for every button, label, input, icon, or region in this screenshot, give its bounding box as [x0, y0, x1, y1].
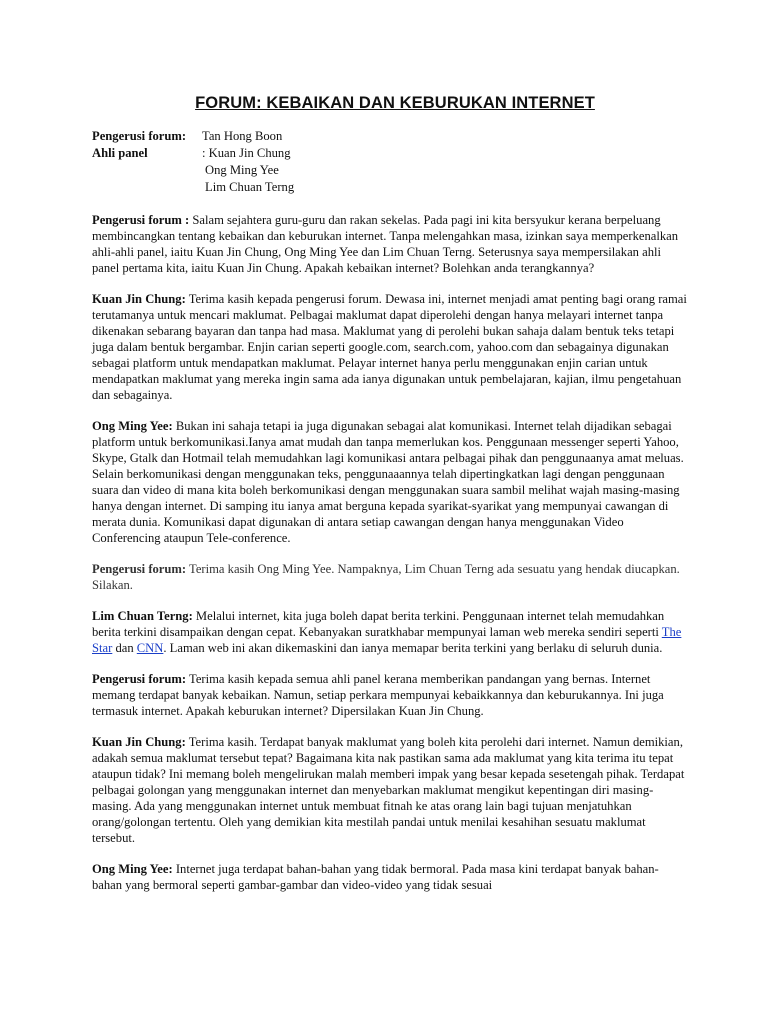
speaker-name: Ong Ming Yee: [92, 862, 173, 876]
paragraph [92, 608, 688, 656]
paragraph-text: Terima kasih kepada pengerusi forum. Dewasa ini, internet menjadi amat penting bagi orang ramai terutamanya untuk mencari maklumat. Pelbagai maklumat dapat diperolehi dengan hanya melayari internet tanpa dikenakan sebarang bayaran dan tanpa had masa. Maklumat yang di perolehi bukan sahaja dalam bentuk teks tetapi juga dalam bentuk bergambar. Enjin carian seperti google.com, search.com, yahoo.com dan sebagainya digunakan sebagai platform untuk mendapatkan maklumat. Pelayar internet hanya perlu menggunakan enjin carian untuk mendapatkan maklumat yang mereka ingin sama ada ianya digunakan untuk pembelajaran, kajian, ilmu pengetahuan dan sebagainya. [92, 292, 687, 402]
paragraph-text: Internet juga terdapat bahan-bahan yang tidak bermoral. Pada masa kini terdapat banyak bahan-bahan yang bermoral seperti gambar-gambar dan video-video yang tidak sesuai [92, 862, 659, 892]
paragraph [92, 291, 688, 403]
paragraph [92, 561, 688, 593]
chair-name: Tan Hong Boon [202, 129, 283, 143]
speaker-name: Lim Chuan Terng: [92, 609, 193, 623]
paragraph [92, 861, 688, 893]
paragraph [92, 734, 688, 846]
forum-info [92, 128, 688, 196]
paragraph-text: Terima kasih Ong Ming Yee. Nampaknya, Lim Chuan Terng ada sesuatu yang hendak diucapkan. Silakan. [92, 562, 680, 592]
the-star-link[interactable]: The Star [92, 625, 682, 655]
speaker-name: Kuan Jin Chung: [92, 292, 186, 306]
cnn-link[interactable]: CNN [136, 641, 164, 655]
panel-member: Lim Chuan Terng [205, 180, 295, 194]
paragraph [92, 212, 688, 276]
paragraph-text: . Laman web ini akan dikemaskini dan ianya memapar berita terkini yang berlaku di seluruh dunia. [163, 641, 663, 655]
panel-row [92, 162, 688, 179]
chair-label: Pengerusi forum: [92, 129, 187, 143]
paragraph-text: Terima kasih kepada semua ahli panel kerana memberikan pandangan yang bernas. Internet memang terdapat banyak kebaikan. Namun, setiap perkara mempunyai kebaikkannya dan keburukannya. Ini juga termasuk internet. Apakah keburukan internet? Dipersilakan Kuan Jin Chung. [92, 672, 664, 718]
panel-member: : Kuan Jin Chung [202, 146, 291, 160]
paragraph-text: Bukan ini sahaja tetapi ia juga digunakan sebagai alat komunikasi. Internet telah dijadikan sebagai platform untuk berkomunikasi.Ianya amat mudah dan tanpa memerlukan kos. Penggunaan messenger seperti Yahoo, Skype, Gtalk dan Hotmail telah memudahkan lagi komunikasi antara pelbagai pihak dan penggunaanya amat meluas. Selain berkomunikasi dengan menggunakan teks, penggunaaannya telah dipertingkatkan lagi dengan penggunaan suara dan video di mana kita boleh berkomunikasi dengan menggunakan suara sambil melihat wajah masing-masing hanya dengan internet. Di samping itu ianya amat berguna kepada syarikat-syarikat yang mempunyai cawangan di merata dunia. Komunikasi dapat digunakan di antara setiap cawangan dengan hanya menggunakan Video Conferencing ataupun Tele-conference. [92, 419, 684, 545]
panel-row [92, 179, 688, 196]
paragraph [92, 671, 688, 719]
speaker-name: Pengerusi forum: [92, 672, 187, 686]
speaker-name: Pengerusi forum: [92, 562, 187, 576]
panel-label: Ahli panel [92, 146, 148, 160]
panel-row [92, 145, 688, 162]
paragraph-text: dan [112, 641, 137, 655]
panel-member: Ong Ming Yee [205, 163, 279, 177]
speaker-name: Pengerusi forum : [92, 213, 190, 227]
speaker-name: Ong Ming Yee: [92, 419, 173, 433]
paragraph [92, 418, 688, 546]
chair-row [92, 128, 688, 145]
document-title: FORUM: KEBAIKAN DAN KEBURUKAN INTERNET [195, 94, 595, 112]
paragraph-text: Melalui internet, kita juga boleh dapat berita terkini. Penggunaan internet telah memudahkan berita terkini disampaikan dengan cepat. Kebanyakan suratkhabar mempunyai laman web mereka sendiri seperti [92, 609, 665, 639]
speaker-name: Kuan Jin Chung: [92, 735, 186, 749]
paragraph-text: Terima kasih. Terdapat banyak maklumat yang boleh kita perolehi dari internet. Namun demikian, adakah semua maklumat tersebut tepat? Bagaimana kita nak pastikan sama ada maklumat yang kita terima itu tepat ataupun tidak? Ini memang boleh mengelirukan malah memberi impak yang besar kepada sesetengah pihak. Terdapat pelbagai golongan yang menggunakan internet dan menyebarkan maklumat mengikut kepentingan diri masing-masing. Ada yang menggunakan internet untuk membuat fitnah ke atas orang lain bagi tujuan menjatuhkan orang/golongan tertentu. Oleh yang demikian kita mestilah pandai untuk menilai kesahihan sesuatu maklumat tersebut. [92, 735, 685, 845]
paragraph-text: Salam sejahtera guru-guru dan rakan sekelas. Pada pagi ini kita bersyukur kerana berpeluang membincangkan tentang kebaikan dan keburukan internet. Tanpa melengahkan masa, izinkan saya memperkenalkan ahli-ahli panel, iaitu Kuan Jin Chung, Ong Ming Yee dan Lim Chuan Terng. Seterusnya saya mempersilakan ahli panel pertama kita, iaitu Kuan Jin Chung. Apakah kebaikan internet? Bolehkan anda terangkannya? [92, 213, 679, 275]
